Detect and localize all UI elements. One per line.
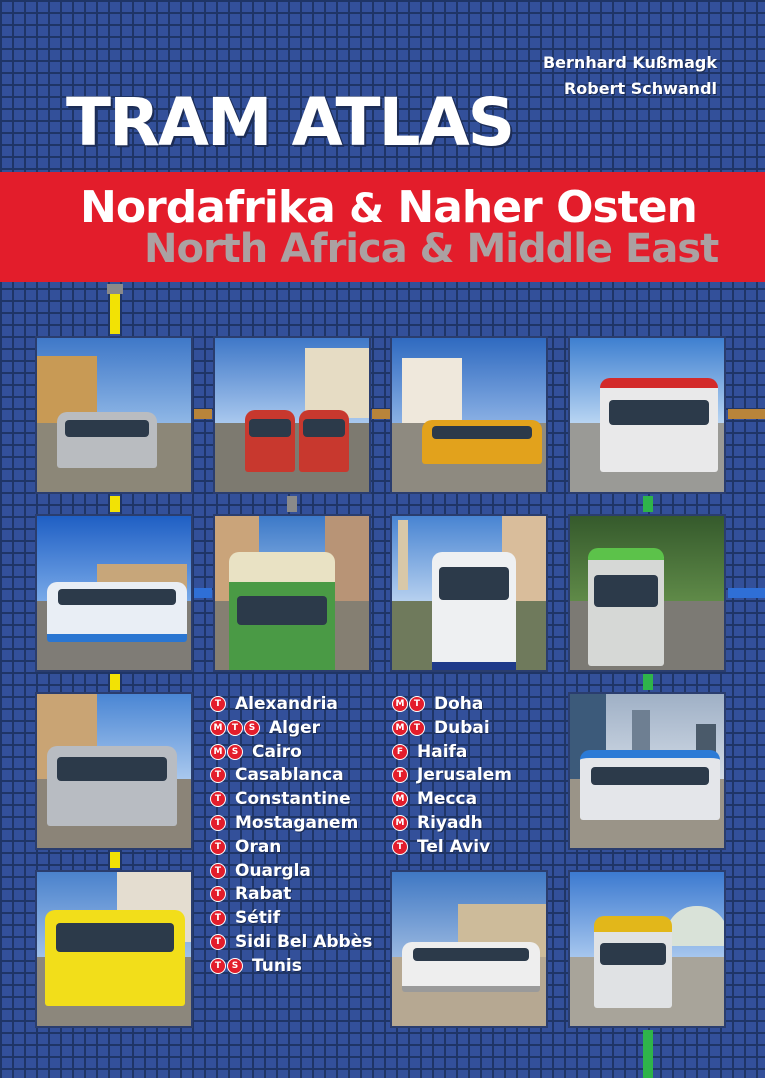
author-1: Bernhard Kußmagk	[542, 53, 717, 72]
mode-badge-icon: F	[392, 744, 408, 760]
photo-tram-4	[568, 336, 726, 494]
line-brown-3	[728, 409, 765, 419]
mode-badges	[210, 791, 227, 807]
photo-tram-12	[390, 870, 548, 1028]
city-name: Casablanca	[235, 765, 344, 786]
city-name: Tel Aviv	[417, 836, 491, 857]
photo-tram-6	[213, 514, 371, 672]
city-name: Doha	[434, 694, 484, 714]
line-brown-2	[372, 409, 390, 419]
photo-tram-7	[390, 514, 548, 672]
city-name: Ouargla	[235, 860, 311, 881]
mode-badge-icon: M	[392, 791, 408, 807]
city-entry	[210, 835, 281, 859]
photo-tram-11	[35, 870, 193, 1028]
mode-badge-icon: S	[227, 958, 243, 974]
mode-badge-icon: T	[409, 696, 425, 712]
mode-badge-icon: T	[210, 696, 226, 712]
mode-badges	[210, 934, 227, 950]
mode-badges	[392, 720, 426, 736]
mode-badges	[210, 744, 244, 760]
mode-badge-icon: M	[210, 720, 226, 736]
line-yellow-3	[110, 852, 120, 868]
city-name: Mecca	[417, 789, 478, 810]
city-entry	[392, 787, 477, 811]
subtitle-german-amp: &	[349, 186, 384, 232]
city-entry	[210, 811, 358, 835]
mode-badge-icon: T	[227, 720, 243, 736]
city-entry	[210, 906, 280, 930]
line-grey-1	[287, 496, 297, 512]
mode-badges	[392, 815, 409, 831]
photo-tram-8	[568, 514, 726, 672]
mode-badges	[210, 720, 261, 736]
city-name: Mostaganem	[235, 813, 359, 833]
mode-badge-icon: M	[210, 744, 226, 760]
city-entry	[210, 930, 372, 954]
city-entry	[392, 763, 512, 787]
city-name: Sétif	[235, 908, 281, 929]
mode-badges	[210, 910, 227, 926]
photo-tram-10	[568, 692, 726, 850]
line-yellow-1	[110, 496, 120, 512]
photo-tram-1	[35, 336, 193, 494]
city-name: Jerusalem	[417, 765, 513, 786]
city-entry	[392, 716, 490, 740]
city-entry	[210, 740, 302, 764]
city-name: Haifa	[417, 741, 468, 762]
line-blue-2	[728, 588, 765, 598]
mode-badge-icon: M	[392, 696, 408, 712]
city-entry	[392, 811, 483, 835]
mode-badge-icon: S	[244, 720, 260, 736]
line-brown-1	[194, 409, 212, 419]
mode-badges	[392, 744, 409, 760]
photo-tram-5	[35, 514, 193, 672]
city-entry	[210, 882, 291, 906]
authors	[543, 50, 717, 102]
line-blue-1	[194, 588, 212, 598]
subtitle-english: North Africa & Middle East	[144, 226, 719, 272]
line-green-3	[643, 1030, 653, 1078]
line-green-1	[643, 496, 653, 512]
mode-badges	[210, 886, 227, 902]
city-entry	[210, 692, 338, 716]
mode-badge-icon: T	[210, 863, 226, 879]
mode-badge-icon: T	[210, 958, 226, 974]
mode-badges	[392, 791, 409, 807]
photo-tram-2	[213, 336, 371, 494]
city-entry	[392, 740, 467, 764]
city-entry	[392, 835, 490, 859]
photo-tram-9	[35, 692, 193, 850]
subtitle-german-part1: Nordafrika	[80, 182, 335, 233]
subtitle-german	[80, 182, 697, 233]
photo-tram-13	[568, 870, 726, 1028]
city-name: Alexandria	[235, 694, 338, 714]
city-name: Cairo	[252, 741, 302, 762]
line-green-2	[643, 674, 653, 690]
line-grey-top	[107, 284, 123, 294]
mode-badges	[210, 839, 227, 855]
mode-badge-icon: T	[210, 910, 226, 926]
city-name: Sidi Bel Abbès	[235, 932, 373, 952]
city-name: Dubai	[434, 717, 490, 738]
city-name: Alger	[269, 717, 321, 738]
mode-badge-icon: T	[210, 839, 226, 855]
mode-badge-icon: T	[392, 839, 408, 855]
city-entry	[210, 763, 344, 787]
city-name: Tunis	[252, 955, 302, 976]
mode-badge-icon: T	[210, 815, 226, 831]
mode-badges	[392, 839, 409, 855]
mode-badges	[210, 767, 227, 783]
line-yellow-2	[110, 674, 120, 690]
mode-badges	[210, 696, 227, 712]
photo-tram-3	[390, 336, 548, 494]
mode-badge-icon: T	[409, 720, 425, 736]
city-name: Constantine	[235, 789, 351, 810]
city-entry	[210, 859, 311, 883]
book-title: TRAM ATLAS	[66, 84, 514, 161]
city-entry	[210, 954, 302, 978]
city-name: Oran	[235, 836, 282, 857]
mode-badge-icon: T	[392, 767, 408, 783]
mode-badge-icon: M	[392, 815, 408, 831]
mode-badge-icon: T	[210, 791, 226, 807]
mode-badge-icon: T	[210, 886, 226, 902]
mode-badge-icon: T	[210, 934, 226, 950]
mode-badges	[392, 767, 409, 783]
mode-badge-icon: M	[392, 720, 408, 736]
mode-badges	[210, 958, 244, 974]
city-entry	[392, 692, 483, 716]
city-name: Rabat	[235, 884, 292, 905]
mode-badges	[210, 863, 227, 879]
mode-badges	[392, 696, 426, 712]
mode-badge-icon: S	[227, 744, 243, 760]
mode-badge-icon: T	[210, 767, 226, 783]
city-name: Riyadh	[417, 813, 483, 833]
mode-badges	[210, 815, 227, 831]
city-entry	[210, 787, 351, 811]
subtitle-german-part2: Naher Osten	[397, 182, 697, 233]
city-entry	[210, 716, 320, 740]
author-2: Robert Schwandl	[563, 79, 717, 98]
